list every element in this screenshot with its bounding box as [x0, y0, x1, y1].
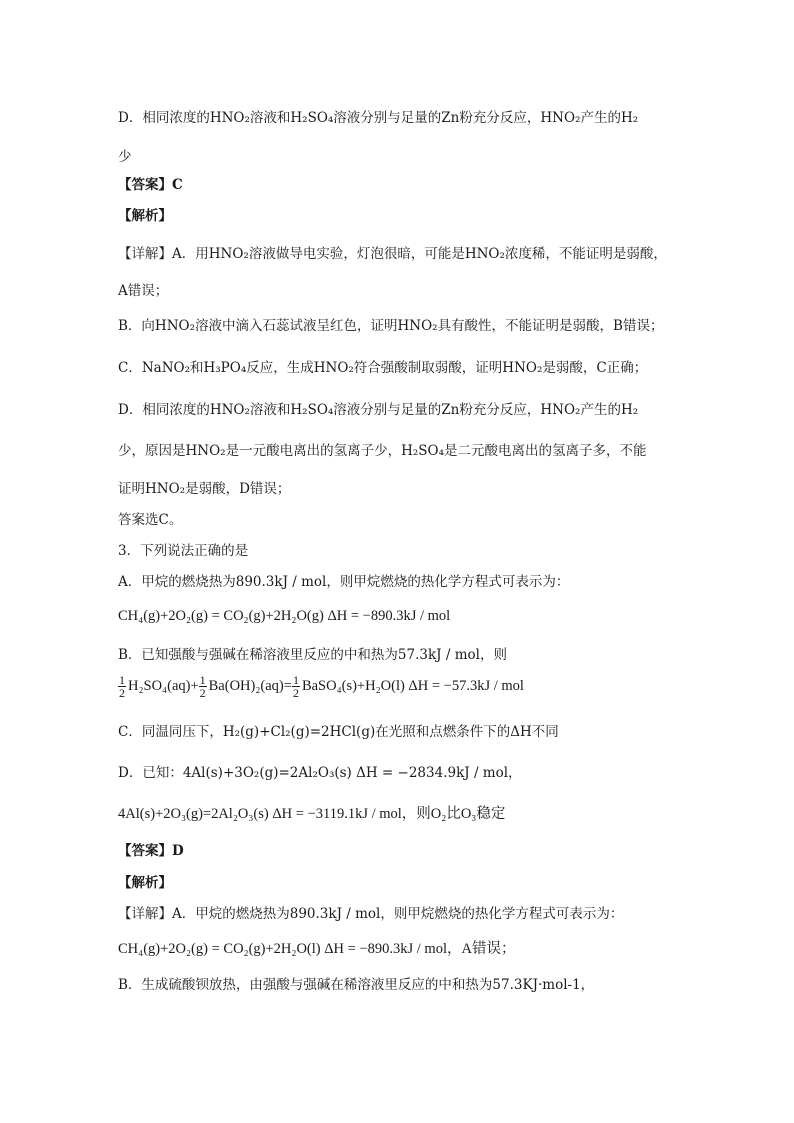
analysis-label: 【解析】 [118, 208, 172, 224]
answer-choice-line: 答案选C。 [118, 512, 183, 528]
detail2-a-line-1: 【详解】A．甲烷的燃烧热为890.3kJ / mol，则甲烷燃烧的热化学方程式可表示为： [118, 906, 624, 922]
q3-option-d-line-1: D．已知：4Al(s)+3O₂(g)=2Al₂O₃(s) ΔH = −2834.9kJ / mol， [118, 765, 522, 781]
option-d-line-1: D．相同浓度的HNO₂溶液和H₂SO₄溶液分别与足量的Zn粉充分反应，HNO₂产生的H₂ [118, 110, 639, 126]
detail-d-line-2: 少，原因是HNO₂是一元酸电离出的氢离子少，H₂SO₄是二元酸电离出的氢离子多，不能 [118, 443, 647, 459]
q3-option-b: B．已知强酸与强碱在稀溶液里反应的中和热为57.3kJ / mol，则 [118, 647, 507, 663]
detail2-a-equation: CH₄(g)+2O₂(g) = CO₂(g)+2H₂O(l) ΔH = −890.3kJ / mol，A错误； [118, 941, 516, 957]
fraction-half: $\frac{1}{2}$ [199, 673, 206, 700]
q3-option-a: A．甲烷的燃烧热为890.3kJ / mol，则甲烷燃烧的热化学方程式可表示为： [118, 574, 570, 590]
question-3-stem: 3．下列说法正确的是 [118, 543, 249, 559]
fraction-half: $\frac{1}{2}$ [119, 673, 125, 700]
detail-c-line: C．NaNO₂和H₃PO₄反应，生成HNO₂符合强酸制取弱酸，证明HNO₂是弱酸，C正确； [118, 360, 648, 376]
answer-label: 【答案】C [118, 177, 183, 193]
detail-a-line-2: A错误； [118, 283, 169, 299]
fraction-half: $\frac{1}{2}$ [292, 673, 299, 700]
detail-d-line-1: D．相同浓度的HNO₂溶液和H₂SO₄溶液分别与足量的Zn粉充分反应，HNO₂产生的H₂ [118, 402, 639, 418]
q3-option-c: C．同温同压下，H₂(g)+Cl₂(g)=2HCl(g)在光照和点燃条件下的ΔH不同 [118, 724, 559, 740]
detail-b-line: B．向HNO₂溶液中滴入石蕊试液呈红色，证明HNO₂具有酸性，不能证明是弱酸，B错误； [118, 318, 664, 334]
detail-a-line-1: 【详解】A．用HNO₂溶液做导电实验，灯泡很暗，可能是HNO₂浓度稀，不能证明是弱酸， [118, 246, 667, 262]
q3-option-b-equation: $\frac{1}{2}$ H₂SO₄(aq)+ $\frac{1}{2}$ Ba(OH)₂(aq)= $\frac{1}{2}$ BaSO₄(s)+H₂O(l) ΔH = −57.3kJ / mol [119, 673, 524, 700]
option-d-line-2: 少 [118, 149, 132, 165]
analysis-label-2: 【解析】 [118, 875, 172, 891]
q3-option-d-line-2: 4Al(s)+2O₃(g)=2Al₂O₃(s) ΔH = −3119.1kJ / mol，则O₂比O₃稳定 [118, 806, 506, 822]
detail-d-line-3: 证明HNO₂是弱酸，D错误； [118, 481, 291, 497]
detail2-b-line: B．生成硫酸钡放热，由强酸与强碱在稀溶液里反应的中和热为57.3KJ·mol-1， [118, 977, 595, 993]
q3-option-a-equation: CH₄(g)+2O₂(g) = CO₂(g)+2H₂O(g) ΔH = −890.3kJ / mol [118, 608, 451, 624]
answer-label-2: 【答案】D [118, 843, 184, 859]
